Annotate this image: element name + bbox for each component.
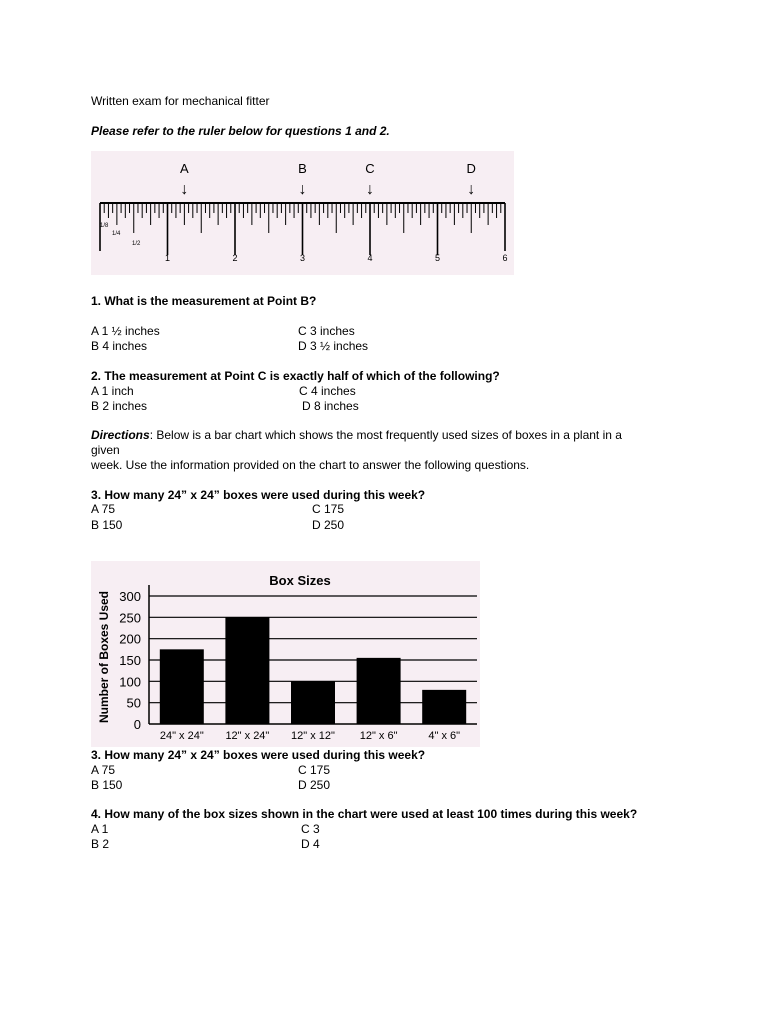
q3b-option-b: B 150 — [91, 778, 123, 792]
chart-bar — [357, 658, 401, 724]
ruler-label-eighth: 1/8 — [100, 223, 109, 229]
q3a-option-b: B 150 — [91, 518, 123, 532]
q3b-question: 3. How many 24” x 24” boxes were used during this week? — [91, 748, 426, 762]
q2-question: 2. The measurement at Point C is exactly half of which of the following? — [91, 369, 500, 383]
q1-option-a: A 1 ½ inches — [91, 324, 160, 338]
ruler-number-label: 5 — [434, 253, 441, 263]
ruler-number-label: 3 — [299, 253, 306, 263]
q3a-text: . How many 24” x 24” boxes were used during this week? — [97, 488, 426, 502]
ruler-figure — [91, 151, 514, 275]
chart-ytick-label: 50 — [126, 695, 141, 711]
chart-xtick-label: 12" x 12" — [291, 730, 335, 742]
q2-option-c: C 4 inches — [299, 384, 356, 398]
q2-option-a: A 1 inch — [91, 384, 134, 398]
q2-option-b: B 2 inches — [91, 399, 148, 413]
chart-xtick-label: 24" x 24" — [159, 730, 204, 742]
q2-option-d: D 8 inches — [302, 399, 359, 413]
down-arrow-icon: ↓ — [467, 181, 476, 198]
q4-option-a: A 1 — [91, 822, 109, 836]
chart-title: Box Sizes — [269, 573, 331, 588]
ruler-number-label: 2 — [232, 253, 238, 263]
ruler-marker-c: C — [365, 161, 375, 176]
ruler-svg — [91, 151, 514, 275]
chart-ytick-label: 200 — [119, 631, 141, 647]
chart-bar — [225, 617, 269, 724]
down-arrow-icon: ↓ — [366, 181, 374, 198]
chart-ylabel: Number of Boxes Used — [97, 590, 111, 724]
ruler-number-label: 4 — [367, 253, 373, 263]
ruler-label-quarter: 1/4 — [112, 231, 121, 237]
q3b-option-d: D 250 — [298, 778, 331, 792]
directions-line2: given — [91, 443, 120, 457]
q1-option-b: B 4 inches — [91, 339, 148, 353]
q4-option-d: D 4 — [301, 837, 320, 851]
q3b-option-c: C 175 — [298, 763, 331, 777]
directions-text: : Below is a bar chart which shows the most frequently used sizes of boxes in a plant in a — [149, 428, 622, 442]
chart-ytick-label: 250 — [119, 610, 141, 626]
chart-ytick-label: 300 — [119, 589, 141, 604]
q4-question: 4. How many of the box sizes shown in the chart were used at least 100 times during this week? — [91, 807, 638, 821]
q4-option-b: B 2 — [91, 837, 110, 851]
q1-option-c: C 3 inches — [298, 324, 355, 338]
directions-label: Directions — [91, 428, 150, 442]
exam-title: Written exam for mechanical fitter — [91, 94, 270, 108]
ruler-marker-d: D — [466, 161, 476, 176]
q3a-option-c: C 175 — [312, 502, 345, 516]
chart-ytick-label: 0 — [133, 717, 141, 732]
q4-option-c: C 3 — [301, 822, 320, 836]
chart-xtick-label: 12" x 6" — [359, 730, 398, 742]
q3b-option-a: A 75 — [91, 763, 116, 777]
ruler-intro: Please refer to the ruler below for questions 1 and 2. — [91, 124, 390, 138]
chart-ytick-label: 100 — [119, 674, 141, 690]
q1-question: 1. What is the measurement at Point B? — [91, 294, 317, 308]
ruler-number-label: 6 — [502, 253, 508, 263]
chart-bar — [291, 681, 335, 724]
ruler-label-half: 1/2 — [132, 241, 141, 247]
directions-line3: week. Use the information provided on the chart to answer the following questions. — [91, 458, 530, 472]
bar-chart-svg — [91, 561, 480, 747]
chart-xtick-label: 12" x 24" — [225, 730, 270, 742]
q3a-number: 3 — [91, 488, 98, 502]
ruler-marker-a: A — [180, 161, 189, 176]
q1-option-d: D 3 ½ inches — [298, 339, 369, 353]
q3a-option-d: D 250 — [312, 518, 345, 532]
chart-bar — [160, 649, 204, 724]
q3a-question — [91, 488, 425, 503]
down-arrow-icon: ↓ — [180, 181, 189, 198]
chart-bar — [422, 690, 466, 724]
directions-line1 — [91, 428, 622, 443]
bar-chart — [91, 561, 480, 747]
down-arrow-icon: ↓ — [298, 181, 307, 198]
chart-ytick-label: 150 — [119, 653, 141, 668]
q3a-option-a: A 75 — [91, 502, 116, 516]
ruler-number-label: 1 — [164, 253, 171, 263]
chart-xtick-label: 4" x 6" — [428, 730, 461, 742]
ruler-marker-b: B — [298, 161, 307, 176]
